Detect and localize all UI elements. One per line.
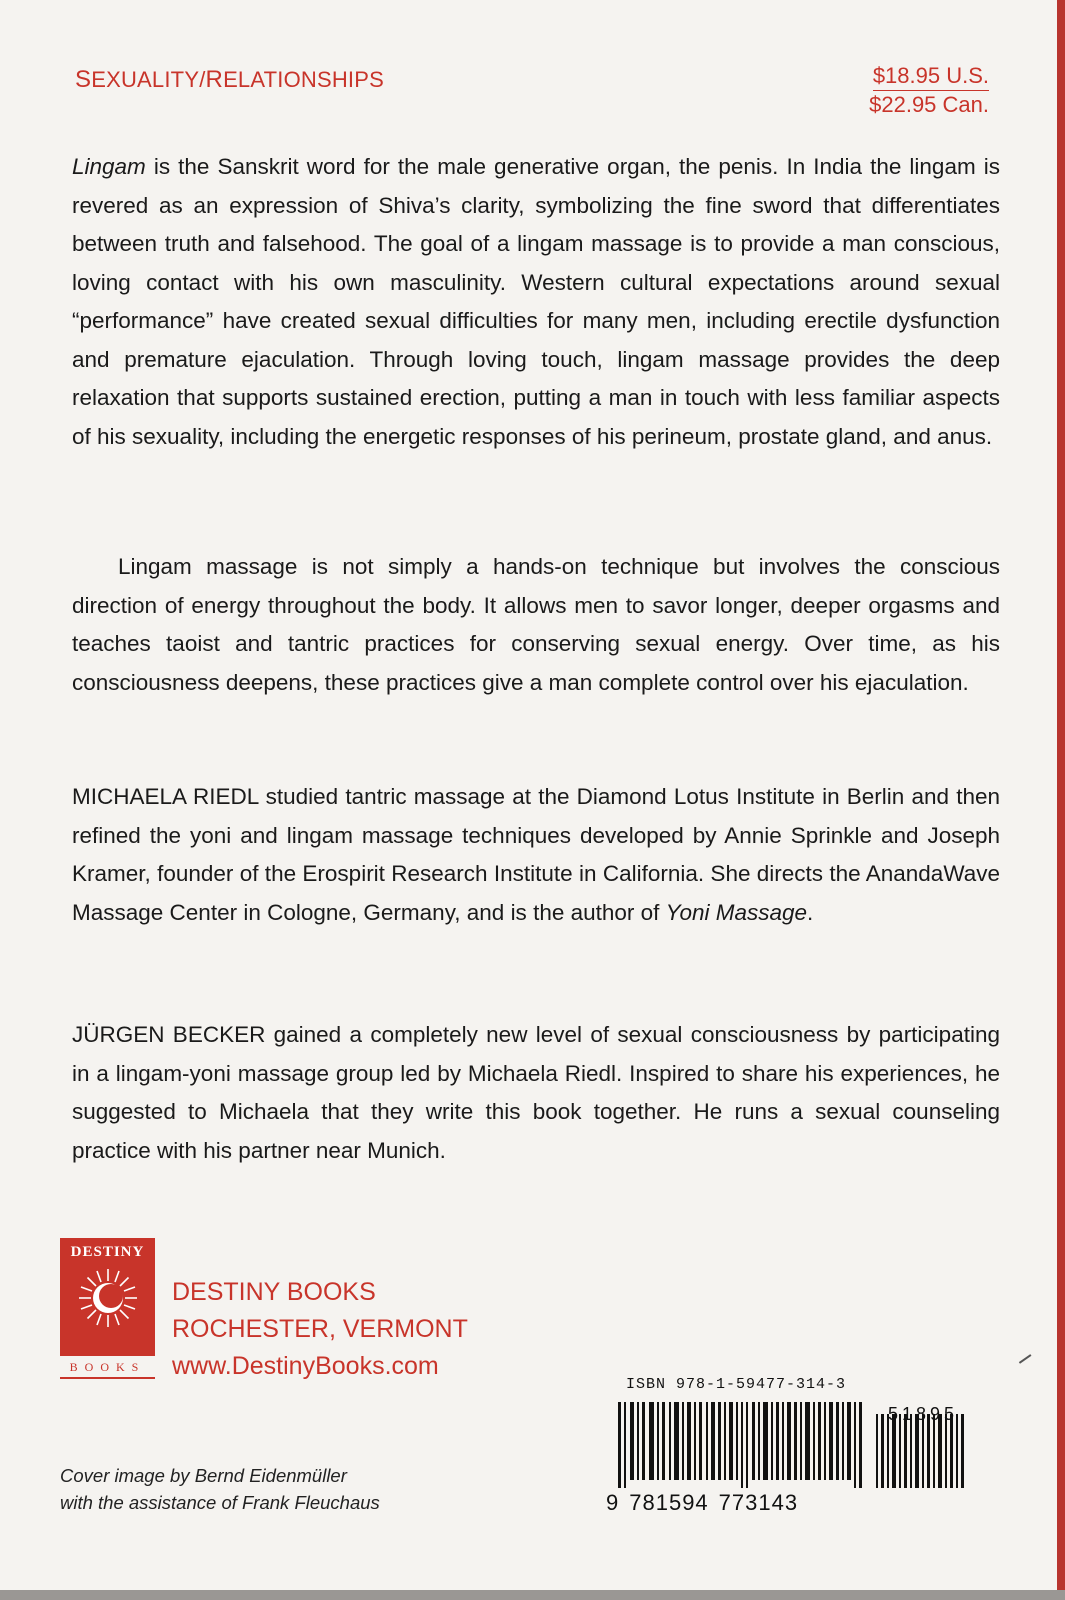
decorative-mark (1019, 1354, 1031, 1363)
author-bio-becker: JÜRGEN BECKER gained a completely new level of sexual consciousness by participating in a lingam-yoni massage group led by Michaela Riedl. Inspired to share his experiences, he suggested to Michaela that they write this book together. He runs a sexual counseling practice with his partner near Munich. (72, 1022, 1000, 1163)
description-paragraph-2: Lingam massage is not simply a hands-on technique but involves the conscious direction of energy throughout the body. It allows men to savor longer, deeper orgasms and teaches taoist and tantric practices for conserving sexual energy. Over time, as his consciousness deepens, these practices give a man complete control over his ejaculation. (72, 554, 1000, 695)
lingam-term: Lingam (72, 154, 146, 179)
barcode-digits: 9 781594 773143 (606, 1490, 799, 1515)
publisher-info (172, 1274, 468, 1385)
publisher-name: DESTINY BOOKS (172, 1278, 376, 1306)
price-block (869, 62, 989, 119)
sun-icon (77, 1267, 139, 1329)
cover-edge-bottom (0, 1590, 1065, 1600)
price-can: $22.95 Can. (869, 92, 989, 117)
publisher-location: ROCHESTER, VERMONT (172, 1315, 468, 1343)
cover-credit: Cover image by Bernd Eidenmüller with the assistance of Frank Fleuchaus (60, 1465, 380, 1513)
cover-edge-right (1057, 0, 1065, 1600)
isbn-label: ISBN 978-1-59477-314-3 (626, 1376, 847, 1393)
barcode-addon-digits: 51895 (888, 1404, 959, 1424)
destiny-books-logo: DESTINY BOOKS (60, 1238, 155, 1378)
publisher-website[interactable]: www.DestinyBooks.com (172, 1352, 439, 1380)
category-label: SEXUALITY/RELATIONSHIPS (75, 66, 384, 93)
description-paragraph-1: Lingam is the Sanskrit word for the male generative organ, the penis. In India the lingam is revered as an expression of Shiva’s clarity, symbolizing the fine sword that differentiates between truth and falsehood. The goal of a lingam massage is to provide a man conscious, loving contact with his own masculinity. Western cultural expectations around sexual “performance” have created sexual difficulties for many men, including erectile dysfunction and premature ejaculation. Through loving touch, lingam massage provides the deep relaxation that supports sustained erection, putting a man in touch with less familiar aspects of his sexuality, including the energetic responses of his perineum, prostate gland, and anus. (72, 154, 1000, 449)
price-us: $18.95 U.S. (873, 62, 989, 91)
author-bio-riedl: MICHAELA RIEDL studied tantric massage at the Diamond Lotus Institute in Berlin and then refined the yoni and lingam massage techniques developed by Annie Sprinkle and Joseph Kramer, founder of the Erospirit Research Institute in California. She directs the AnandaWave Massage Center in Cologne, Germany, and is the author of Yoni Massage. (72, 784, 1000, 925)
book-title-yoni-massage: Yoni Massage (665, 899, 808, 925)
